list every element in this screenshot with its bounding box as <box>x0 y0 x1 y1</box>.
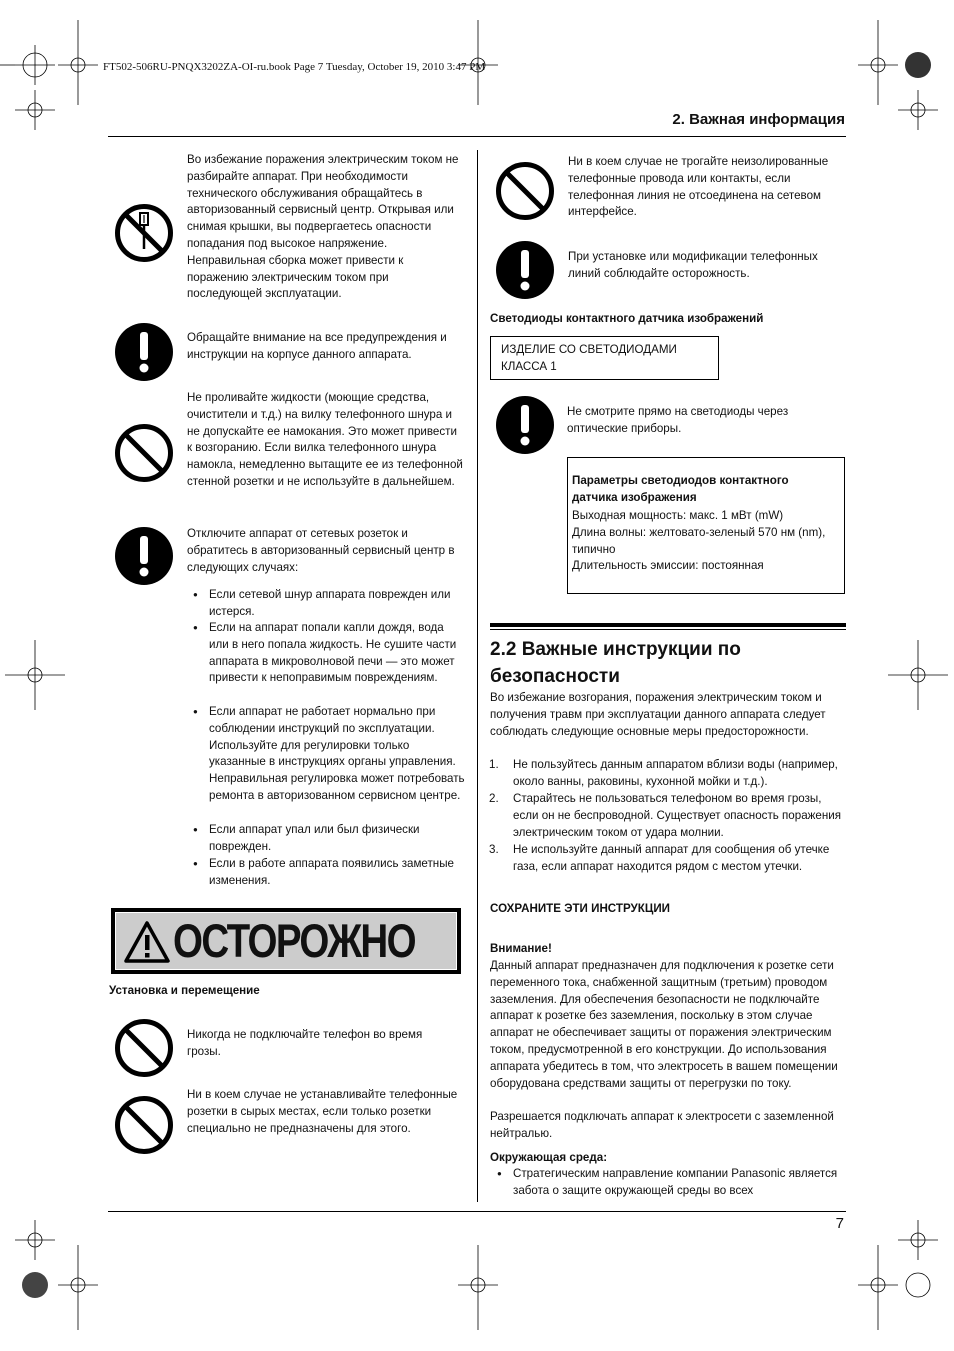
list-number: 1. <box>489 758 499 771</box>
warning-text-disassembly: Во избежание поражения электрическим током не разбирайте аппарат. При необходимости технического обслуживания обращайтесь в авторизованный сервисный центр. Открывая или снимая крышки, вы подвергаетесь опасности попадания под высокое напряжение. Неправильная сборка может привести к поражению электрическим током при последующей эксплуатации. <box>187 153 459 301</box>
list-item <box>489 757 853 791</box>
print-file-meta: FT502-506RU-PNQX3202ZA-OI-ru.book Page 7 Tuesday, October 19, 2010 3:47 PM <box>103 61 486 73</box>
list-item <box>489 842 849 876</box>
prohibition-icon <box>114 1095 174 1155</box>
list-number: 2. <box>489 792 499 805</box>
warning-triangle-icon <box>123 920 171 964</box>
no-disassemble-icon <box>114 203 174 263</box>
led-params-box <box>567 457 845 594</box>
list-item: ● Если на аппарат попали капли дождя, вода или в него попала жидкость. Не сушите части аппарата в микроволновой печи — это может привести к непоправимым повреждениям. <box>209 620 465 687</box>
warning-text-wet-sockets: Ни в коем случае не устанавливайте телефонные розетки в сырых местах, если только розетки специально не предназначены для этого. <box>187 1088 458 1135</box>
safety-intro: Во избежание возгорания, поражения электрическим током и получения травм при эксплуатации данного аппарата следует соблюдать следующие основные меры предосторожности. <box>490 691 826 738</box>
led-class-box <box>490 336 719 380</box>
environment-heading: Окружающая среда: <box>490 1151 608 1164</box>
section-header: 2. Важная информация <box>672 111 845 128</box>
warning-text-wires: Ни в коем случае не трогайте неизолированные телефонные провода или контакты, если телефонная линия не отсоединена на сетевом интерфейсе. <box>568 155 829 219</box>
prohibition-icon <box>114 1018 174 1078</box>
prohibition-icon <box>114 423 174 483</box>
section-rule-thin <box>490 629 846 630</box>
column-divider <box>477 150 478 1202</box>
footer-rule <box>108 1211 846 1212</box>
list-item: ● Если сетевой шнур аппарата поврежден или истерся. <box>209 587 465 621</box>
list-text: Старайтесь не пользоваться телефоном во время грозы, если он не беспроводной. Существует опасность поражения электрическим током от удара молнии. <box>513 792 842 839</box>
save-instructions: СОХРАНИТЕ ЭТИ ИНСТРУКЦИИ <box>490 902 670 915</box>
install-heading: Установка и перемещение <box>109 984 260 997</box>
mandatory-action-icon <box>495 240 555 300</box>
list-item: ● Стратегическим направление компании Panasonic является забота о защите окружающей среды во всех <box>513 1166 843 1200</box>
warning-text-optics: Не смотрите прямо на светодиоды через оптические приборы. <box>567 405 789 435</box>
mandatory-action-icon <box>495 395 555 455</box>
list-text: Не используйте данный аппарат для сообщения об утечке газа, если аппарат находится рядом с местом утечки. <box>513 843 830 873</box>
mandatory-action-icon <box>114 526 174 586</box>
led-params-title: Параметры светодиодов контактного датчика изображения <box>572 474 789 504</box>
led-param: Длительность эмиссии: постоянная <box>572 559 764 572</box>
section-rule-thick <box>490 623 846 627</box>
attention-heading: Внимание! <box>490 942 552 955</box>
warning-text-unplug: Отключите аппарат от сетевых розеток и обратитесь в авторизованный сервисный центр в следующих случаях: <box>187 527 455 574</box>
caution-title: ОСТОРОЖНО <box>173 914 415 967</box>
led-class-text: ИЗДЕЛИЕ СО СВЕТОДИОДАМИ КЛАССА 1 <box>501 343 677 373</box>
page-number: 7 <box>835 1215 844 1232</box>
list-number: 3. <box>489 843 499 856</box>
list-item: ● Если аппарат не работает нормально при соблюдении инструкций по эксплуатации. Используйте для регулировки только указанные в инструкциях органы управления. Неправильная регулировка может потребовать ремонта в авторизованном сервисном центре. <box>209 704 465 805</box>
led-param: Выходная мощность: макс. 1 мВт (mW) <box>572 509 784 522</box>
header-rule <box>108 136 846 137</box>
section-title: 2.2 Важные инструкции по безопасности <box>490 639 741 687</box>
list-text: Не пользуйтесь данным аппаратом вблизи воды (например, около ванны, раковины, кухонной мойки и т.д.). <box>513 758 838 788</box>
warning-text-install-lines: При установке или модификации телефонных линий соблюдайте осторожность. <box>568 250 818 280</box>
caution-banner <box>111 908 461 974</box>
led-heading: Светодиоды контактного датчика изображений <box>490 312 764 325</box>
list-item: ● Если в работе аппарата появились заметные изменения. <box>209 856 465 890</box>
mandatory-action-icon <box>114 322 174 382</box>
warning-text-storm: Никогда не подключайте телефон во время грозы. <box>187 1028 423 1058</box>
attention-text: Данный аппарат предназначен для подключения к розетке сети переменного тока, снабженной защитным (третьим) проводом заземления. Для обеспечения безопасности не подключайте аппарат к розетке без заземления, поскольку в этом случае аппарат не обеспечивает защиты от поражения электрическим током, предусмотренной в его конструкции. До использования аппарата убедитесь в том, что электросеть в вашем помещении оборудована средствами защиты от перегрузки по току. <box>490 959 838 1090</box>
attention-text-2: Разрешается подключать аппарат к электросети с заземленной нейтралью. <box>490 1110 834 1140</box>
led-param: Длина волны: желтовато-зеленый 570 нм (nm), типично <box>572 526 826 556</box>
list-item: ● Если аппарат упал или был физически поврежден. <box>209 822 465 856</box>
warning-text-labels: Обращайте внимание на все предупреждения и инструкции на корпусе данного аппарата. <box>187 331 447 361</box>
list-item <box>489 791 849 841</box>
prohibition-icon <box>495 161 555 221</box>
warning-text-liquids: Не проливайте жидкости (моющие средства, очистители и т.д.) на вилку телефонного шнура и не допускайте ее намокания. Это может привести к возгоранию. Если вилка телефонного шнура намокла, немедленно вытащите ее из телефонной стенной розетки и не используйте в дальнейшем. <box>187 391 463 488</box>
